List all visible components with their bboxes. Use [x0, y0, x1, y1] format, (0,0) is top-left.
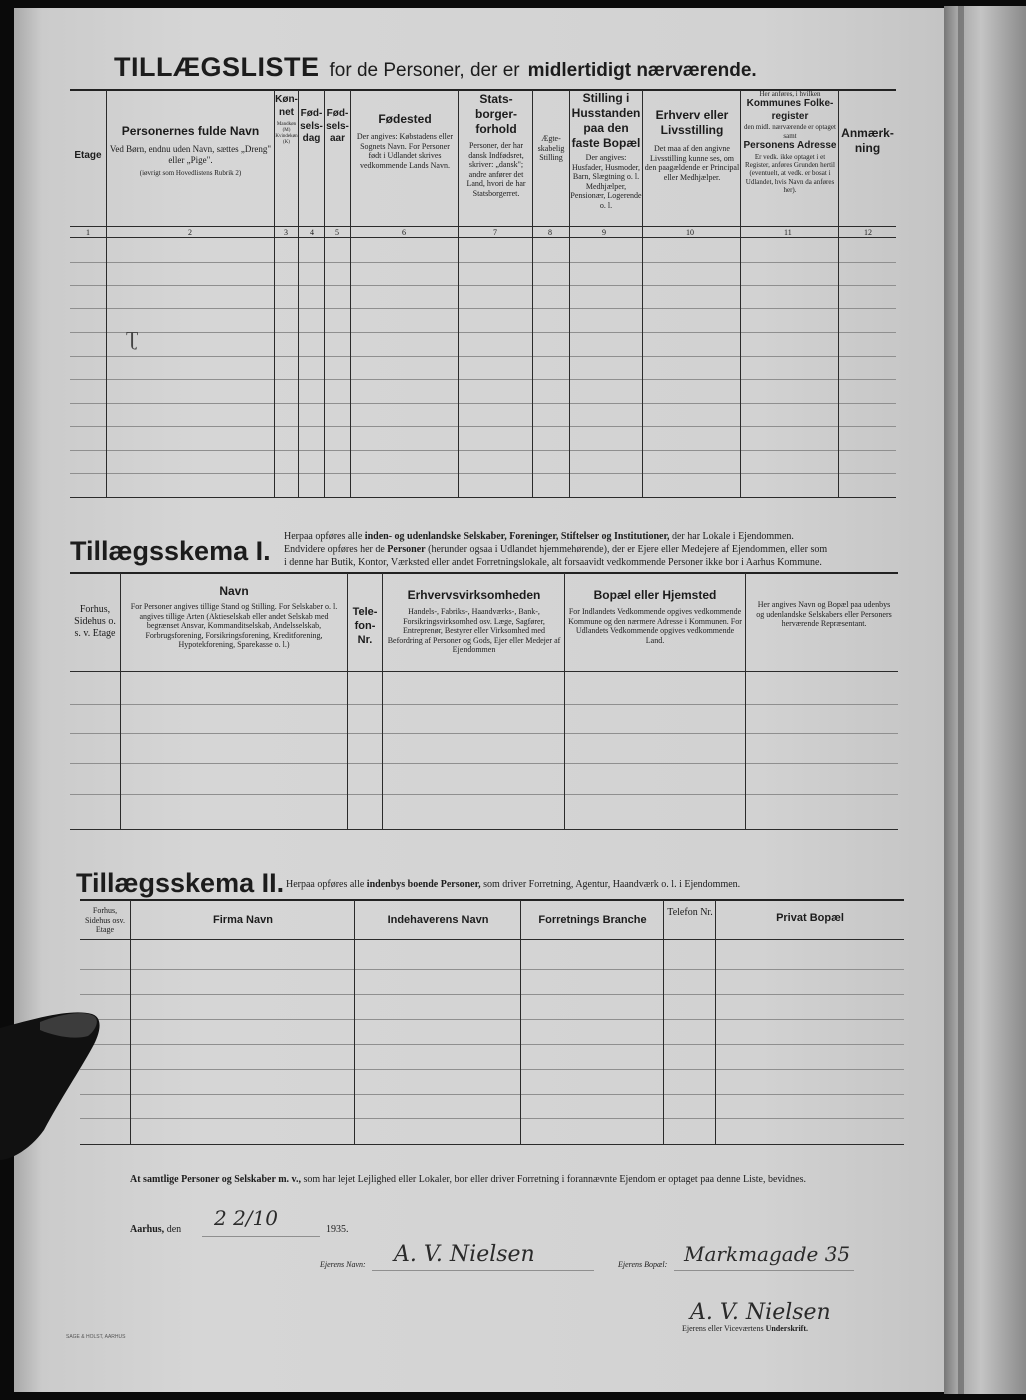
owner-address-label: Ejerens Bopæl: — [618, 1260, 668, 1269]
title-main: TILLÆGSLISTE — [114, 52, 320, 82]
col-num-11: 11 — [784, 228, 792, 237]
skema1-col-repraesentant: Her angives Navn og Bopæl paa udenbys og udenlandske Selskabers eller Personers herværende Repræsentant. — [756, 600, 892, 629]
owner-address-handwritten: Markmagade 35 — [684, 1242, 851, 1266]
col-num-5: 5 — [335, 228, 339, 237]
signature-label: Ejerens eller Viceværtens Underskrift. — [682, 1324, 809, 1333]
col-stilling: Stilling i Husstanden paa den faste Bopæl Der angives: Husfader, Husmoder, Barn, Slægtning o. l. Medhjælper, Pensionær, Logerende o. l. — [570, 91, 642, 210]
finger-shadow — [0, 1000, 110, 1160]
col-num-1: 1 — [86, 228, 90, 237]
title-rest: for de Personer, der er — [329, 60, 520, 81]
col-folkeregister: Her anføres, i hvilken Kommunes Folke-register den midl. nærværende er optaget samt Personens Adresse Er vedk. ikke optaget i et Register, anføres Grunden hertil (eventuelt, at vedk. er bosat i Udlandet, hvis Navn da anføres her). — [743, 90, 837, 195]
col-koen: Køn-net Mandkøn (M) Kvindekøn (K) — [275, 94, 298, 145]
col-num-6: 6 — [402, 228, 406, 237]
signature-handwritten: A. V. Nielsen — [690, 1300, 831, 1325]
col-etage: Etage — [74, 150, 102, 161]
skema2-col-privat-bopael: Privat Bopæl — [776, 912, 844, 924]
skema1-col-bopael: Bopæl eller Hjemsted For Indlandets Vedkommende opgives vedkommende Kommune og den nærmere Adresse i Kommunen. For Udlandets Vedkommende opgives vedkommende Land. — [568, 588, 742, 645]
form-page — [14, 8, 944, 1392]
col-erhverv: Erhverv eller Livsstilling Det maa af den angivne Livsstilling kunne ses, om den paagældende er Principal eller Medhjælper. — [644, 108, 740, 182]
col-num-3: 3 — [284, 228, 288, 237]
owner-name-label: Ejerens Navn: — [320, 1260, 366, 1269]
skema2-intro: Herpaa opføres alle indenbys boende Personer, som driver Forretning, Agentur, Haandværk o. l. i Ejendommen. — [286, 879, 741, 890]
skema2-col-firma: Firma Navn — [213, 914, 273, 926]
col-foedested: Fødested Der angives: Købstadens eller Sognets Navn. For Personer født i Udlandet skrives vedkommende Lands Navn. — [356, 112, 454, 170]
col-foedselsaar: Fød-sels-aar — [326, 108, 349, 144]
skema2-col-indehaver: Indehaverens Navn — [387, 914, 489, 926]
col-num-10: 10 — [686, 228, 694, 237]
skema1-col-etage: Forhus, Sidehus o. s. v. Etage — [74, 604, 116, 639]
title-bold: midlertidigt nærværende. — [527, 60, 757, 81]
col-num-7: 7 — [493, 228, 497, 237]
col-num-12: 12 — [864, 228, 872, 237]
skema2-title: Tillægsskema II. — [76, 868, 285, 898]
skema2-col-etage: Forhus, Sidehus osv. Etage — [85, 906, 125, 935]
printer-mark: SAGE & HOLST, AARHUS — [66, 1334, 126, 1340]
col-anmaerkning: Anmærk-ning — [841, 126, 894, 155]
date-handwritten: 2 2/10 — [214, 1206, 278, 1230]
col-num-4: 4 — [310, 228, 314, 237]
col-statsborger: Stats-borger-forhold Personer, der har dansk Indfødsret, skriver: „dansk"; andre anfører det Land, hvori de har Statsborgerret. — [466, 92, 526, 198]
col-aegteskab: Ægte-skabelig Stilling — [537, 134, 565, 163]
certification-text: At samtlige Personer og Selskaber m. v., som har lejet Lejlighed eller Lokaler, bor eller driver Forretning i forannævnte Ejendom er optaget paa denne Liste, bevidnes. — [130, 1174, 806, 1185]
skema1-intro: Herpaa opføres alle inden- og udenlandske Selskaber, Foreninger, Stiftelser og Institutioner, der har Lokale i Ejendommen. Endvidere opføres her de Personer (herunder ogsaa i Udlandet hjemmehørende), der er Ejere eller Medejere af Ejendommen, eller som i denne har Butik, Kontor, Værksted eller andet Forretningslokale, alt forsaavidt vedkommende Personer ikke bor i Aarhus Kommune. — [284, 531, 828, 568]
tillaegsliste-title — [114, 52, 757, 83]
col-foedselsdag: Fød-sels-dag — [300, 108, 323, 144]
col-navn: Personernes fulde Navn Ved Børn, endnu uden Navn, sættes „Dreng" eller „Pige". (iøvrigt som Hovedlistens Rubrik 2) — [109, 124, 272, 177]
skema1-title: Tillægsskema I. — [70, 536, 271, 566]
owner-name-handwritten: A. V. Nielsen — [394, 1242, 535, 1267]
skema1-col-erhverv: Erhvervsvirksomheden Handels-, Fabriks-, Haandværks-, Bank-, Forsikringsvirksomhed osv. Læge, Sagfører, Entreprenør, Bestyrer eller Virksomhed med Befordring af Personer og Gods, Ejer eller Medejer af Ejendommen — [387, 588, 561, 655]
adjacent-page-edge — [944, 6, 1026, 1394]
skema1-col-telefon: Tele-fon-Nr. — [352, 606, 378, 646]
col-num-9: 9 — [602, 228, 606, 237]
year: 1935. — [326, 1224, 349, 1235]
skema2-col-branche: Forretnings Branche — [538, 914, 647, 926]
ink-scribble: Ʈ — [126, 328, 139, 350]
date-line: Aarhus, den — [130, 1224, 182, 1235]
skema1-col-navn: Navn For Personer angives tillige Stand og Stilling. For Selskaber o. l. angives tillige Arten (Aktieselskab eller andet Selskab med begrænset Ansvar, Kommanditselskab, Andelsselskab, Forbrugsforening, Forsikringsforening, Kreditforening, Hypotekforening, Sparekasse o. l.) — [130, 584, 338, 650]
skema2-col-telefon: Telefon Nr. — [667, 907, 713, 918]
col-num-2: 2 — [188, 228, 192, 237]
col-num-8: 8 — [548, 228, 552, 237]
book-spine — [958, 6, 964, 1394]
